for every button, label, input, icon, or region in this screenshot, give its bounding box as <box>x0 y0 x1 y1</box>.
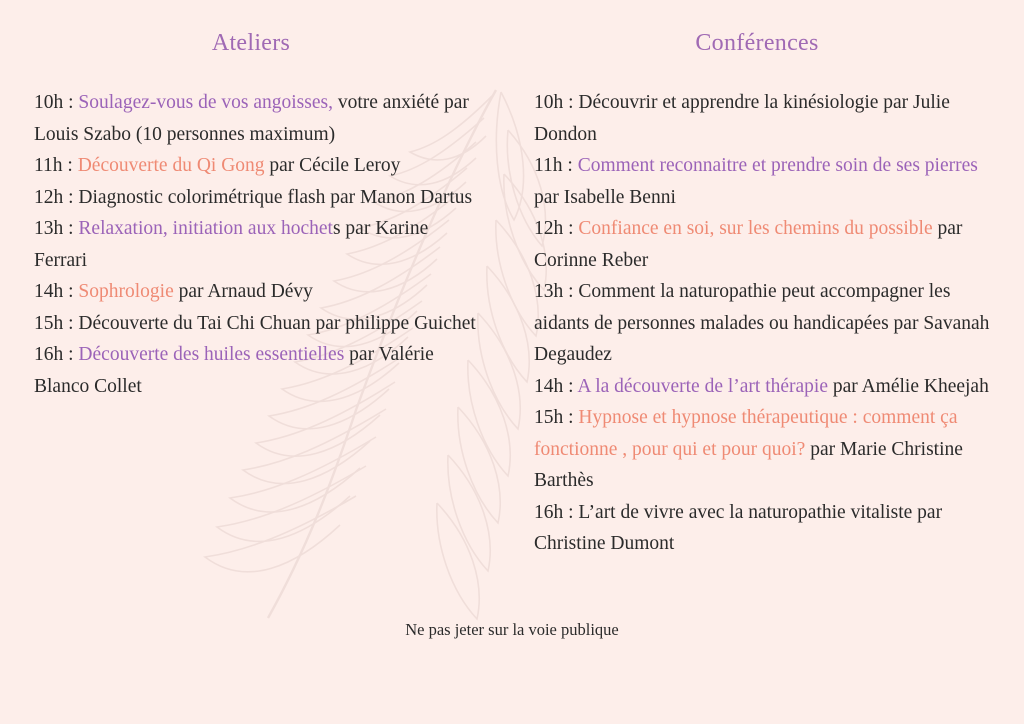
column-conferences <box>500 30 1024 560</box>
entry-detail: votre anxiété par Louis Szabo (10 personnes maximum) <box>34 92 469 145</box>
entry-detail: par Corinne Reber <box>534 218 963 271</box>
entry-highlight: A la découverte de l’art thérapie <box>577 375 829 397</box>
entry-highlight: Découverte du Qi Gong <box>77 155 265 176</box>
entry-hour: 12h : <box>34 186 79 208</box>
entry-detail: Comment la naturopathie peut accompagner les aidants de personnes malades ou handicapées par Savanah Degaudez <box>534 281 990 365</box>
entry-hour: 13h : <box>534 281 579 302</box>
entry-hour: 16h : <box>34 344 79 365</box>
entry-hour: 14h : <box>534 375 578 397</box>
program-entry <box>34 150 486 182</box>
entry-detail: L’art de vivre avec la naturopathie vitaliste par Christine Dumont <box>534 501 943 554</box>
entry-highlight: Soulagez-vous de vos angoisses, <box>78 92 333 113</box>
program-entry <box>500 497 1004 560</box>
program-entry <box>34 339 486 402</box>
entry-hour: 16h : <box>534 501 579 523</box>
entry-detail: Découverte du Tai Chi Chuan par philippe Guichet <box>78 312 476 334</box>
entry-detail: par Isabelle Benni <box>534 186 676 208</box>
entry-detail: par Amélie Kheejah <box>828 375 989 397</box>
entry-hour: 15h : <box>34 312 79 334</box>
entry-detail: par Valérie Blanco Collet <box>34 344 434 397</box>
program-entry <box>34 182 486 214</box>
entry-highlight: Hypnose et hypnose thérapeutique : comment ça fonctionne , pour qui et pour quoi? <box>534 407 958 460</box>
entry-hour: 12h : <box>534 218 579 239</box>
entry-hour: 14h : <box>34 281 79 302</box>
entry-highlight: Comment reconnaitre et prendre soin de ses pierres <box>577 155 978 176</box>
entry-hour: 15h : <box>534 407 579 428</box>
entry-highlight: Sophrologie <box>78 281 174 302</box>
legal-note: Ne pas jeter sur la voie publique <box>405 620 619 639</box>
entry-highlight: Découverte des huiles essentielles <box>78 344 345 365</box>
program-entry <box>500 276 1004 371</box>
entry-detail: par Cécile Leroy <box>264 155 401 176</box>
program-entry <box>500 402 1004 497</box>
program-entry <box>34 87 486 150</box>
entry-detail: Diagnostic colorimétrique flash par Manon Dartus <box>78 186 473 208</box>
entry-detail: par Marie Christine Barthès <box>534 438 963 491</box>
entry-highlight: Confiance en soi, sur les chemins du possible <box>578 218 933 239</box>
entry-detail: s par Karine Ferrari <box>34 218 429 271</box>
entry-detail: par Arnaud Dévy <box>173 281 313 302</box>
column-ateliers <box>0 30 500 560</box>
column-title-conferences: Conférences <box>695 30 819 56</box>
program-entry <box>34 276 486 308</box>
program-entry <box>500 87 1004 150</box>
program-entry <box>34 213 486 276</box>
column-title-ateliers: Ateliers <box>211 30 291 56</box>
entry-detail: Découvrir et apprendre la kinésiologie par Julie Dondon <box>534 92 950 145</box>
program-entry <box>500 371 1004 403</box>
entry-hour: 10h : <box>534 92 579 113</box>
program-entry <box>34 308 486 340</box>
entry-hour: 10h : <box>34 92 79 113</box>
entry-hour: 11h : <box>34 155 78 176</box>
program-columns <box>0 30 1024 560</box>
program-entry <box>500 213 1004 276</box>
entry-hour: 13h : <box>34 218 79 239</box>
entry-highlight: Relaxation, initiation aux hochet <box>78 218 333 239</box>
entry-hour: 11h : <box>534 155 578 176</box>
program-entry <box>500 150 1004 213</box>
